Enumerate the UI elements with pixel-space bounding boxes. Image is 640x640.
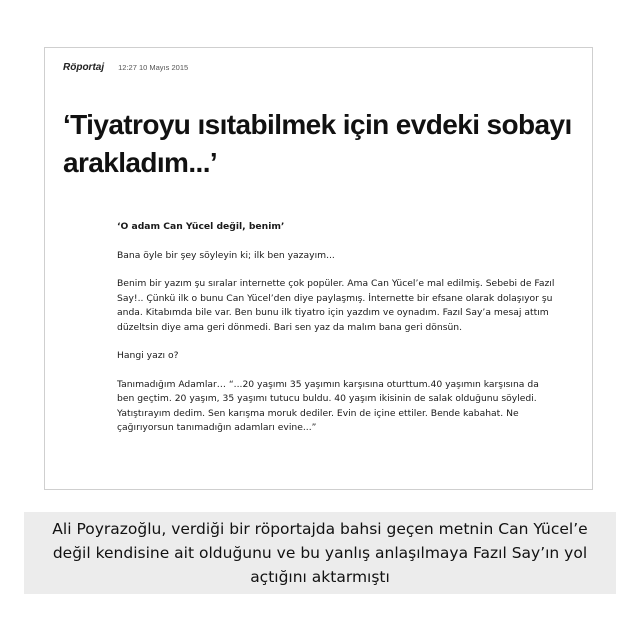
article-subhead: ‘O adam Can Yücel değil, benim’ (117, 221, 285, 232)
article-body (117, 220, 557, 450)
article-paragraph: Tanımadığım Adamlar… “...20 yaşımı 35 yaşımın karşısına oturttum.40 yaşımın karşısına da ben geçtim. 20 yaşım, 35 yaşımı tutucu buldu. 40 yaşım ikisinin de salak olduğunu söyledi. Yatıştırayım dedim. Sen karışma moruk dediler. Evin de içine ettiler. Bende kabahat. Ne çağırıyorsun tanımadığın adamları evine...” (117, 378, 539, 433)
article-headline: ‘Tiyatroyu ısıtabilmek için evdeki sobayı arakladım...’ (63, 109, 572, 178)
article-paragraph: Benim bir yazım şu sıralar internette çok popüler. Ama Can Yücel’e mal edilmiş. Sebebi de Fazıl Say!.. Çünkü ilk o bunu Can Yücel’den diye paylaşmış. İnternette bir efsane olarak dolaşıyor şu anda. Kitabımda bile var. Ben bunu ilk tiyatro için yazdım ve oynadım. Fazıl Say’a mesaj attım düzeltsin diye ama geri dönmedi. Bari sen yaz da malım bana geri dönsün. (117, 278, 555, 333)
article-paragraph: Bana öyle bir şey söyleyin ki; ilk ben yazayım... (117, 249, 335, 261)
caption-band (24, 512, 616, 594)
article-card (44, 47, 593, 490)
article-question: Hangi yazı o? (117, 350, 179, 361)
article-meta (63, 62, 188, 73)
article-timestamp: 12:27 10 Mayıs 2015 (118, 63, 189, 72)
image-caption: Ali Poyrazoğlu, verdiği bir röportajda bahsi geçen metnin Can Yücel’e değil kendisine ait olduğunu ve bu yanlış anlaşılmaya Fazıl Say’ın yol açtığını aktarmıştı (52, 520, 588, 586)
section-label[interactable]: Röportaj (63, 62, 105, 73)
